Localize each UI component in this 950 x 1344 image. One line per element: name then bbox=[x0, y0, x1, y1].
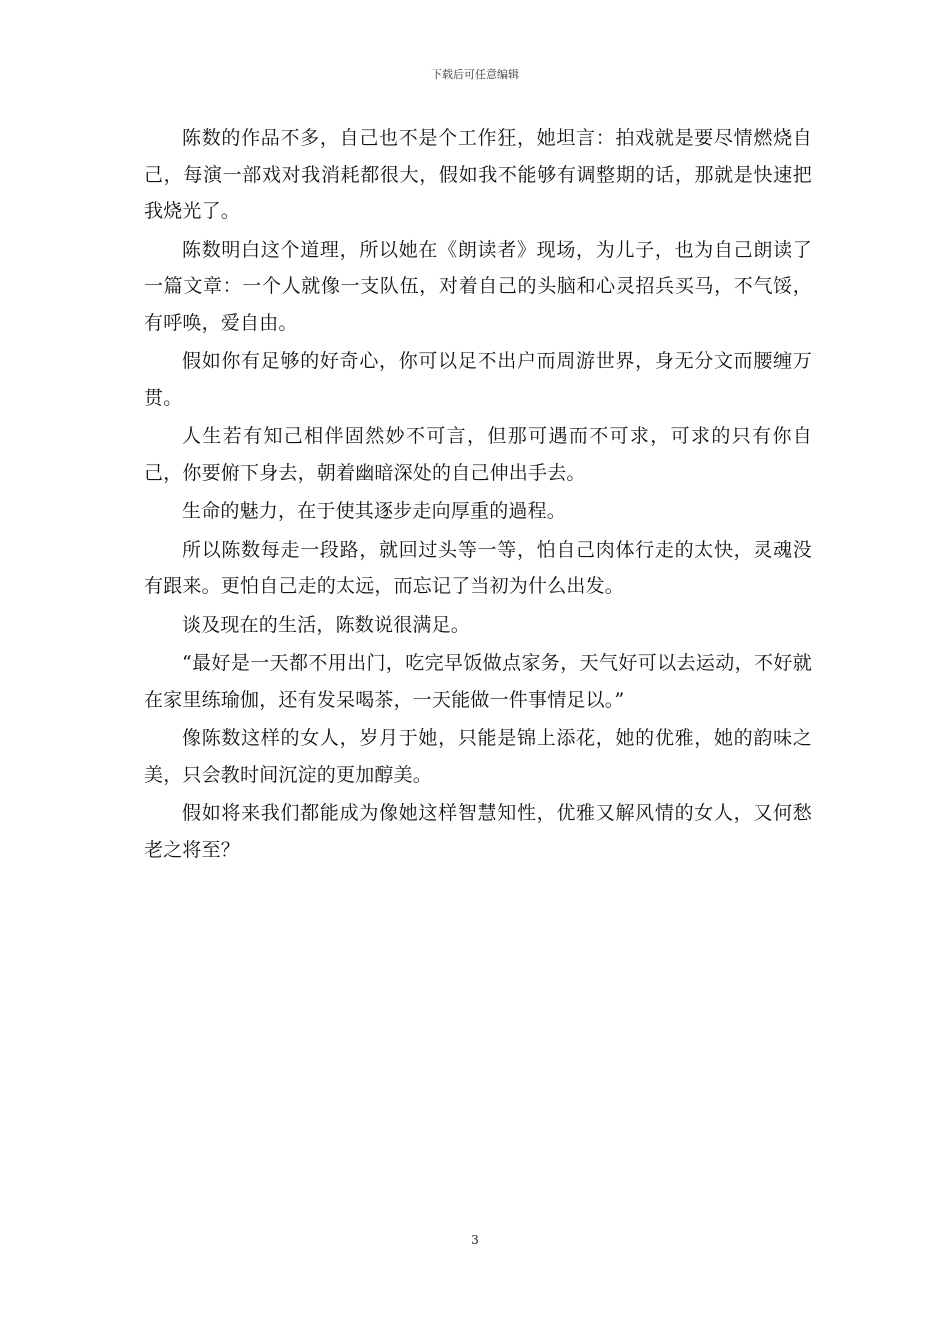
page-header: 下载后可任意编辑 bbox=[431, 68, 519, 81]
paragraph: 陈数的作品不多，自己也不是个工作狂，她坦言：拍戏就是要尽情燃烧自己，每演一部戏对我消耗都很大，假如我不能够有调整期的话，那就是快速把我烧光了。 bbox=[144, 127, 812, 222]
paragraph: 像陈数这样的女人，岁月于她，只能是锦上添花，她的优雅，她的韵味之美，只会教时间沉淀的更加醇美。 bbox=[144, 727, 812, 786]
paragraph: 谈及现在的生活，陈数说很满足。 bbox=[182, 613, 471, 636]
paragraph: 所以陈数每走一段路，就回过头等一等，怕自己肉体行走的太快，灵魂没有跟来。更怕自己走的太远，而忘记了当初为什么出发。 bbox=[144, 538, 812, 597]
page-number: 3 bbox=[471, 1233, 479, 1247]
paragraph: 假如你有足够的好奇心，你可以足不出户而周游世界，身无分文而腰缠万贯。 bbox=[144, 350, 812, 409]
document-body bbox=[144, 120, 812, 870]
paragraph: 假如将来我们都能成为像她这样智慧知性，优雅又解风情的女人，又何愁老之将至？ bbox=[144, 802, 812, 861]
paragraph: 生命的魅力，在于使其逐步走向厚重的過程。 bbox=[182, 500, 567, 522]
paragraph: “最好是一天都不用出门，吃完早饭做点家务，天气好可以去运动，不好就在家里练瑜伽，还有发呆喝茶，一天能做一件事情足以。” bbox=[144, 652, 812, 711]
paragraph: 陈数明白这个道理，所以她在《朗读者》现场，为儿子，也为自己朗读了一篇文章：一个人就像一支队伍，对着自己的头脑和心灵招兵买马，不气馁，有呼唤，爱自由。 bbox=[144, 238, 812, 334]
paragraph: 人生若有知己相伴固然妙不可言，但那可遇而不可求，可求的只有你自己，你要俯下身去，朝着幽暗深处的自己伸出手去。 bbox=[144, 425, 812, 484]
